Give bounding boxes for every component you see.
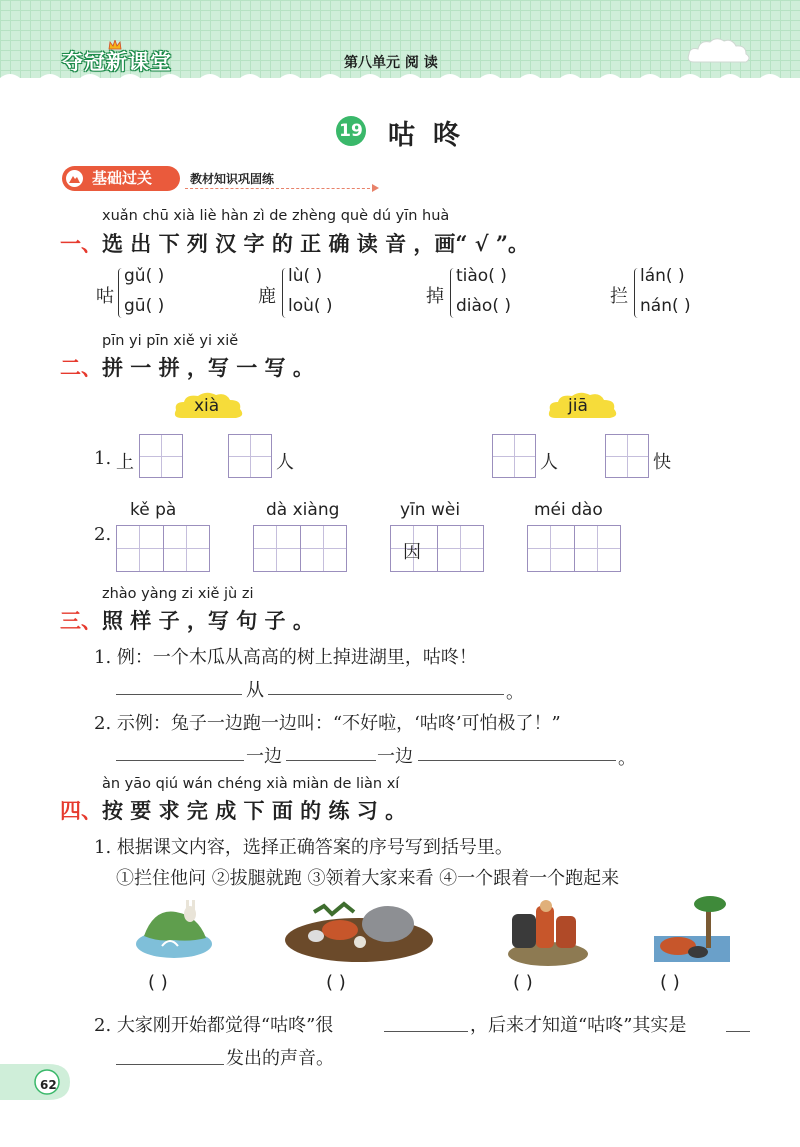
answer-paren[interactable]: ( ) bbox=[148, 972, 168, 993]
banner-label: 基础过关 bbox=[92, 169, 153, 187]
section2-number: 二、 bbox=[60, 355, 102, 380]
answer-blank[interactable] bbox=[116, 694, 242, 695]
writing-box[interactable] bbox=[492, 434, 536, 478]
tag-text: xià bbox=[194, 396, 220, 416]
banner-subtitle: 教材知识巩固练 bbox=[190, 172, 275, 186]
page-badge bbox=[0, 1062, 72, 1102]
answer-blank[interactable] bbox=[384, 1031, 468, 1032]
option-a[interactable]: tiào( ) bbox=[456, 266, 507, 286]
section2-text: 拼 一 拼 ，写 一 写 。 bbox=[102, 355, 314, 380]
mountain-icon bbox=[66, 170, 83, 187]
q2-pinyin: méi dào bbox=[534, 500, 603, 520]
section4-number: 四、 bbox=[60, 798, 102, 823]
fill-word: 。 bbox=[618, 748, 636, 769]
writing-box[interactable] bbox=[437, 525, 484, 572]
option-b[interactable]: gū( ) bbox=[124, 296, 165, 316]
pronunciation-group-1 bbox=[96, 266, 246, 322]
cloud-icon bbox=[686, 36, 752, 66]
answer-blank[interactable] bbox=[268, 694, 504, 695]
arrow-right-icon bbox=[372, 184, 379, 192]
animals-group-illustration bbox=[506, 896, 588, 968]
group-char: 拦 bbox=[610, 286, 628, 307]
writing-box-given bbox=[390, 525, 437, 572]
q2-pinyin: yīn wèi bbox=[400, 500, 461, 520]
section4-q2-b: ，后来才知道“咕咚”其实是 bbox=[470, 1015, 687, 1036]
q1-word: 快 bbox=[653, 452, 671, 473]
section1-number: 一、 bbox=[60, 231, 102, 256]
section4-q1: 1. 根据课文内容，选择正确答案的序号写到括号里。 bbox=[94, 837, 513, 858]
option-b[interactable]: diào( ) bbox=[456, 296, 512, 316]
section3-text: 照 样 子 ，写 句 子 。 bbox=[102, 608, 314, 633]
writing-box[interactable] bbox=[228, 434, 272, 478]
answer-paren[interactable]: ( ) bbox=[660, 972, 680, 993]
rabbit-by-lake-illustration bbox=[134, 896, 218, 966]
page-number: 62 bbox=[40, 1078, 57, 1092]
pronunciation-group-4 bbox=[610, 266, 750, 322]
section1-heading bbox=[60, 228, 529, 258]
pronunciation-group-2 bbox=[258, 266, 408, 322]
q2-pinyin: kě pà bbox=[130, 500, 177, 520]
q2-pinyin: dà xiàng bbox=[266, 500, 340, 520]
answer-blank[interactable] bbox=[726, 1031, 750, 1032]
answer-paren[interactable]: ( ) bbox=[513, 972, 533, 993]
answer-blank[interactable] bbox=[418, 760, 616, 761]
section4-pinyin: àn yāo qiú wán chéng xià miàn de liàn xí bbox=[102, 776, 400, 792]
lesson-number-badge: 19 bbox=[336, 116, 366, 146]
section4-text: 按 要 求 完 成 下 面 的 练 习 。 bbox=[102, 798, 407, 823]
option-b[interactable]: loù( ) bbox=[288, 296, 333, 316]
lesson-title: 咕咚 bbox=[388, 120, 478, 151]
answer-blank[interactable] bbox=[286, 760, 376, 761]
group-char: 咕 bbox=[96, 286, 114, 307]
fill-word: 一边 bbox=[377, 746, 413, 767]
section3-number: 三、 bbox=[60, 608, 102, 633]
pronunciation-group-3 bbox=[426, 266, 586, 322]
writing-box[interactable] bbox=[527, 525, 574, 572]
section2-pinyin: pīn yi pīn xiě yi xiě bbox=[102, 333, 239, 349]
section3-q2: 2. 示例：兔子一边跑一边叫：“不好啦，‘咕咚’可怕极了！” bbox=[94, 713, 561, 734]
option-b[interactable]: nán( ) bbox=[640, 296, 691, 316]
q1-word: 人 bbox=[276, 452, 294, 473]
writing-box[interactable] bbox=[116, 525, 163, 572]
answer-blank[interactable] bbox=[116, 1064, 224, 1065]
tree-and-lion-illustration bbox=[654, 894, 730, 968]
option-a[interactable]: gǔ( ) bbox=[124, 266, 165, 286]
group-char: 鹿 bbox=[258, 286, 276, 307]
section4-options: ①拦住他问 ②拔腿就跑 ③领着大家来看 ④一个跟着一个跑起来 bbox=[116, 868, 620, 889]
fill-word: 。 bbox=[506, 682, 524, 703]
option-a[interactable]: lán( ) bbox=[640, 266, 685, 286]
tag-text: jiā bbox=[568, 396, 588, 416]
writing-box[interactable] bbox=[139, 434, 183, 478]
animals-running-illustration bbox=[284, 896, 434, 966]
writing-box[interactable] bbox=[300, 525, 347, 572]
writing-box[interactable] bbox=[574, 525, 621, 572]
banner-dashed-line bbox=[185, 188, 375, 189]
option-a[interactable]: lù( ) bbox=[288, 266, 323, 286]
writing-box[interactable] bbox=[605, 434, 649, 478]
answer-paren[interactable]: ( ) bbox=[326, 972, 346, 993]
writing-box[interactable] bbox=[163, 525, 210, 572]
fill-word: 一边 bbox=[246, 746, 282, 767]
section4-q2-c: 发出的声音。 bbox=[226, 1048, 334, 1069]
section3-heading bbox=[60, 605, 314, 635]
given-char: 因 bbox=[403, 542, 421, 563]
section4-q2-a: 2. 大家刚开始都觉得“咕咚”很 bbox=[94, 1015, 334, 1036]
brand-logo: 夺冠新课堂 bbox=[62, 50, 172, 74]
fill-word: 从 bbox=[246, 680, 264, 701]
answer-blank[interactable] bbox=[116, 760, 244, 761]
section1-pinyin: xuǎn chū xià liè hàn zì de zhèng què dú yīn huà bbox=[102, 208, 450, 224]
pinyin-tag-jia bbox=[546, 390, 620, 424]
group-char: 掉 bbox=[426, 286, 444, 307]
q1-word: 人 bbox=[540, 452, 558, 473]
section2-heading bbox=[60, 352, 314, 382]
section1-text: 选 出 下 列 汉 字 的 正 确 读 音 ，画“ √ ”。 bbox=[102, 231, 530, 256]
pinyin-tag-xia bbox=[172, 390, 246, 424]
section-banner bbox=[62, 166, 180, 191]
q2-label: 2. bbox=[94, 524, 112, 545]
section4-heading bbox=[60, 795, 406, 825]
writing-box[interactable] bbox=[253, 525, 300, 572]
q1-label: 1. bbox=[94, 448, 112, 469]
unit-label: 第八单元 阅 读 bbox=[344, 55, 438, 71]
section3-pinyin: zhào yàng zi xiě jù zi bbox=[102, 586, 254, 602]
q1-word: 上 bbox=[116, 452, 134, 473]
section3-q1: 1. 例：一个木瓜从高高的树上掉进湖里，咕咚！ bbox=[94, 647, 477, 668]
